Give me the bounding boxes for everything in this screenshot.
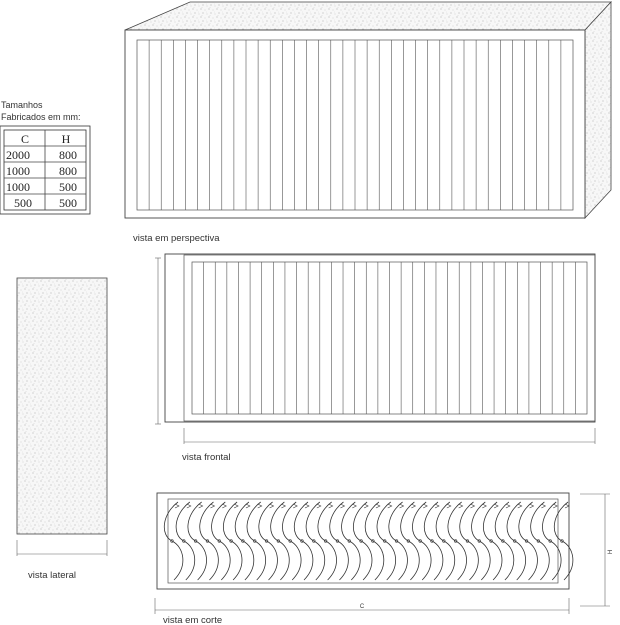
table-cell-r2-h: 800 (59, 164, 77, 178)
frontal-frame (165, 254, 595, 422)
table-cell-r1-c: 2000 (6, 148, 30, 162)
perspective-top-face (125, 2, 611, 30)
sizes-title-line1: Tamanhos (1, 100, 43, 110)
table-cell-r1-h: 800 (59, 148, 77, 162)
section-label: vista em corte (163, 615, 223, 625)
table-cell-r3-c: 1000 (6, 180, 30, 194)
section-length-mark: C (359, 604, 365, 610)
lateral-label: vista lateral (28, 570, 77, 581)
sizes-table (0, 100, 90, 214)
lateral-body (17, 278, 107, 534)
perspective-side-face (585, 2, 611, 218)
sizes-title-line2: Fabricados em mm: (1, 112, 81, 122)
table-cell-r4-c: 500 (14, 196, 32, 210)
frontal-label: vista frontal (182, 452, 231, 463)
section-view (155, 493, 614, 625)
frontal-view (155, 254, 595, 463)
perspective-label: vista em perspectiva (133, 233, 220, 244)
table-header-h: H (61, 132, 71, 146)
table-cell-r3-h: 500 (59, 180, 77, 194)
table-header-c: C (20, 132, 30, 146)
table-cell-r4-h: 500 (59, 196, 77, 210)
perspective-view (125, 2, 611, 244)
section-height-mark: H (608, 549, 614, 555)
lateral-view (17, 278, 107, 581)
table-cell-r2-c: 1000 (6, 164, 30, 178)
